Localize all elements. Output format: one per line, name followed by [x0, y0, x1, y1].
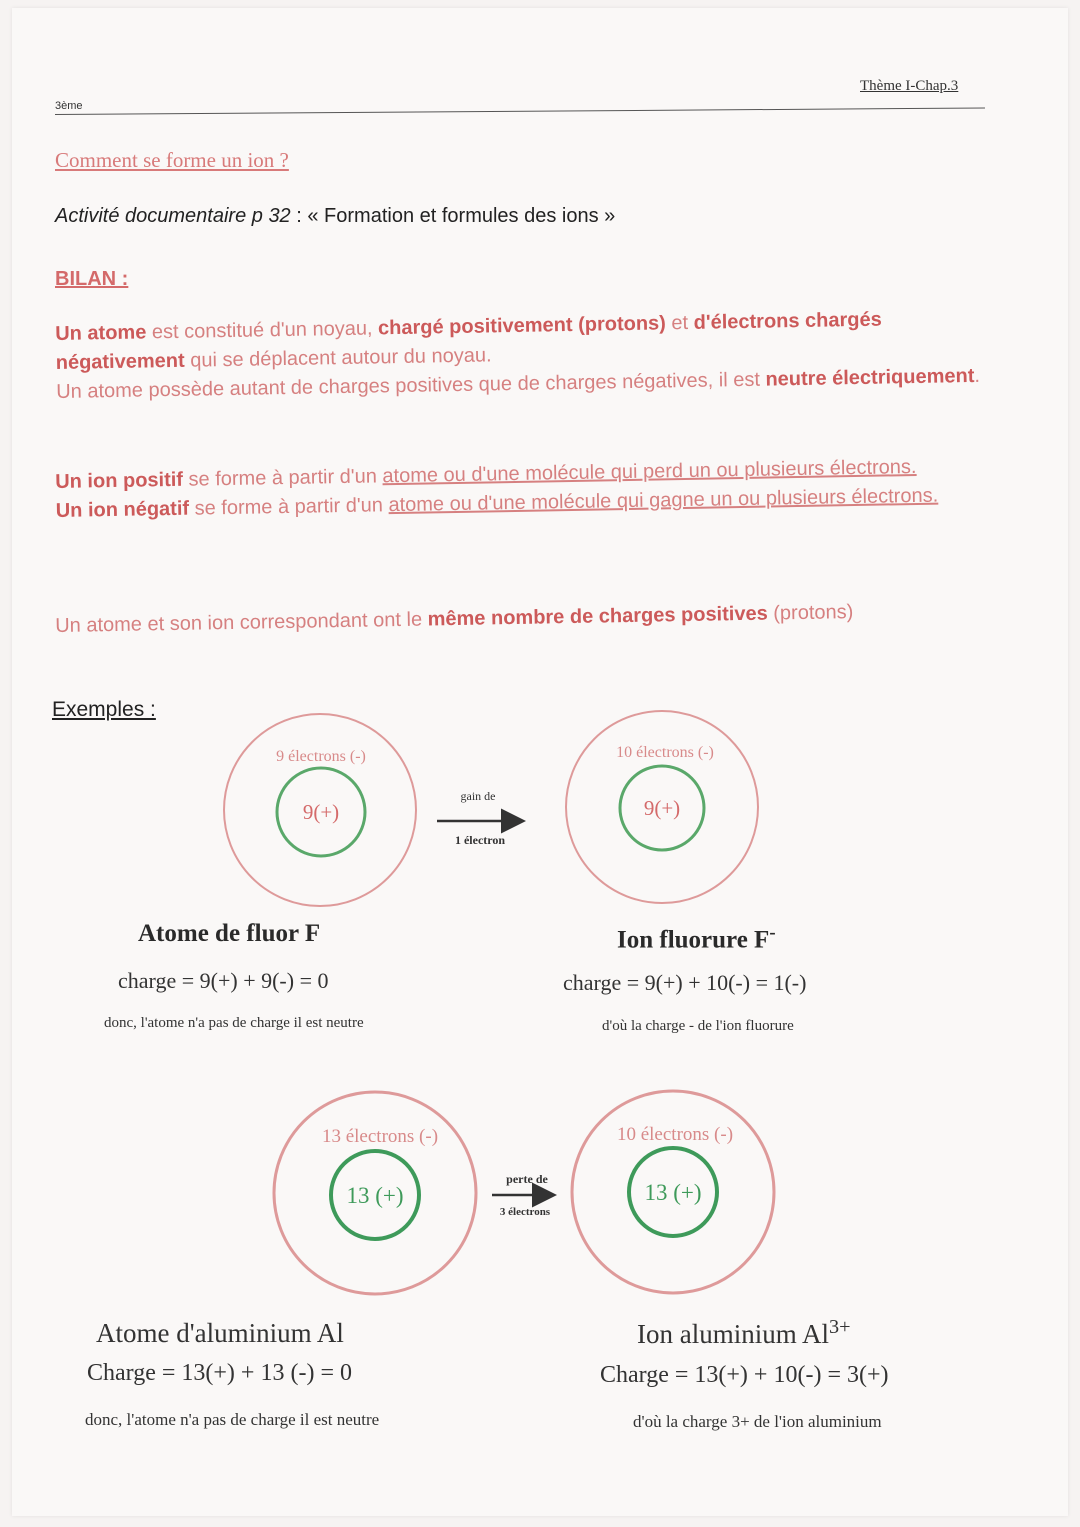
p2-b: se forme à partir d'un [182, 465, 383, 491]
p1-a: Un atome [55, 321, 147, 345]
fluor-atom-charge: charge = 9(+) + 9(-) = 0 [118, 968, 329, 993]
p2-c: atome ou d'une molécule qui perd un ou plusieurs électrons. [382, 455, 917, 488]
fluor-atom-electrons: 9 électrons (-) [276, 748, 366, 765]
activity-separator: : [290, 205, 308, 227]
fluor-atom-nucleus-label: 9(+) [302, 800, 340, 824]
p1-f: qui se déplacent autour du noyau. [184, 344, 492, 372]
fluor-atom-note: donc, l'atome n'a pas de charge il est neutre [104, 1015, 364, 1031]
aluminium-atom-nucleus-label: 13 (+) [346, 1183, 404, 1208]
p3-a: Un atome et son ion correspondant ont le [55, 608, 428, 637]
aluminium-ion-title: Ion aluminium Al [637, 1319, 829, 1349]
p2-e: se forme à partir d'un [188, 494, 389, 520]
aluminium-arrow-top: perte de [506, 1172, 548, 1186]
aluminium-atom-note: donc, l'atome n'a pas de charge il est neutre [85, 1410, 380, 1429]
p3-c: (protons) [767, 601, 854, 625]
p1-d: et [665, 311, 694, 335]
p1-c: chargé positivement (protons) [377, 312, 667, 340]
fluor-ion-electrons: 10 électrons (-) [616, 744, 714, 761]
p2-d: Un ion négatif [55, 497, 190, 522]
p2-f: atome ou d'une molécule qui gagne un ou plusieurs électrons. [388, 484, 939, 517]
level-label: 3ème [55, 100, 83, 112]
p1-e: d'électrons chargés négativement [55, 308, 882, 374]
fluor-ion-title-sup: - [769, 922, 776, 943]
p2-a: Un ion positif [55, 468, 184, 493]
fluor-ion-title-wrap [617, 922, 776, 954]
chapter-label: Thème I-Chap.3 [860, 78, 959, 94]
aluminium-ion-electrons: 10 électrons (-) [616, 1124, 734, 1145]
p3-b: même nombre de charges positives [427, 602, 768, 631]
aluminium-atom-title: Atome d'aluminium Al [96, 1318, 344, 1348]
examples-heading: Exemples : [52, 698, 156, 721]
fluor-ion-nucleus-label: 9(+) [643, 796, 681, 820]
fluor-arrow-top: gain de [460, 789, 496, 803]
fluor-ion-charge: charge = 9(+) + 10(-) = 1(-) [563, 970, 807, 995]
aluminium-ion-title-sup: 3+ [829, 1316, 851, 1338]
page-title: Comment se forme un ion ? [55, 148, 289, 172]
p1-b: est constitué d'un noyau, [146, 317, 379, 344]
fluor-arrow-bottom: 1 électron [454, 833, 506, 847]
aluminium-atom-charge: Charge = 13(+) + 13 (-) = 0 [87, 1360, 352, 1386]
p1-i: . [974, 364, 981, 387]
aluminium-ion-note: d'où la charge 3+ de l'ion aluminium [633, 1412, 882, 1431]
p1-h: neutre électriquement [765, 364, 975, 391]
bilan-heading: BILAN : [55, 268, 129, 290]
aluminium-atom-electrons: 13 électrons (-) [321, 1126, 439, 1147]
activity-name: « Formation et formules des ions » [307, 205, 616, 227]
fluor-ion-title: Ion fluorure F [617, 926, 770, 954]
aluminium-ion-charge: Charge = 13(+) + 10(-) = 3(+) [600, 1362, 889, 1388]
aluminium-ion-nucleus-label: 13 (+) [644, 1180, 702, 1205]
aluminium-ion-title-wrap [637, 1316, 851, 1350]
activity-label: Activité documentaire p 32 [55, 205, 291, 227]
p1-g: Un atome possède autant de charges positives que de charges négatives, il est [56, 368, 766, 403]
fluor-atom-title: Atome de fluor F [138, 920, 321, 947]
aluminium-arrow-bottom: 3 électrons [499, 1206, 551, 1218]
fluor-ion-note: d'où la charge - de l'ion fluorure [602, 1018, 794, 1034]
